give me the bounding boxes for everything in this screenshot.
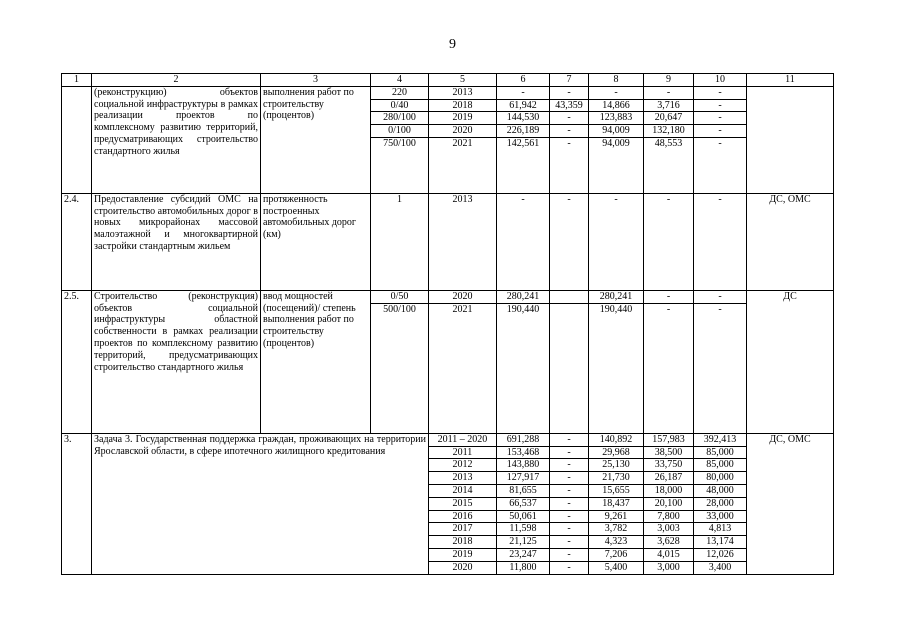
row-name: Предоставление субсидий ОМС на строительство автомобильных дорог в новых микрорайонах массовой малоэтажной и многоквартирной застройки стандартным жильем [92,193,261,290]
cell-value: 0/50 [371,291,428,304]
value-cell: - [550,446,589,459]
value-cell: - [550,193,589,290]
value-cell: 2020 [429,561,497,574]
cell-value: - [718,137,722,149]
value-column [644,86,694,193]
cell-value: - [644,291,693,304]
cell-value [550,304,588,316]
value-cell: 85,000 [694,459,747,472]
page-number: 9 [449,37,456,52]
value-cell: 7,206 [589,548,644,561]
header-cell: 11 [747,74,834,87]
header-cell: 7 [550,74,589,87]
value-cell: 26,187 [644,472,694,485]
row-number: 2.5. [62,290,92,433]
row-name: (реконструкцию) объектов социальной инфраструктуры в рамках реализации проектов по комплексному развитию территорий, предусматривающих строительство стандартного жилья [92,86,261,193]
cell-value: 0/100 [371,125,428,138]
cell-value: 226,189 [497,125,549,138]
cell-value: 144,530 [497,112,549,125]
value-cell: 12,026 [694,548,747,561]
cell-value: - [567,137,571,149]
cell-value: 48,553 [654,137,683,149]
value-column [644,290,694,433]
header-cell: 9 [644,74,694,87]
value-cell: - [550,484,589,497]
cell-value: - [694,87,746,100]
row-executor: ДС, ОМС [747,193,834,290]
cell-value: 132,180 [644,125,693,138]
value-cell: 691,288 [497,433,550,446]
header-cell: 8 [589,74,644,87]
value-cell: - [694,193,747,290]
row-number: 2.4. [62,193,92,290]
table-row [62,86,834,193]
value-cell: - [550,472,589,485]
cell-value: 2021 [452,303,473,315]
value-cell: - [550,523,589,536]
value-cell: 85,000 [694,446,747,459]
cell-value: 280,241 [497,291,549,304]
value-cell: 3,628 [644,536,694,549]
cell-value: 280,241 [589,291,643,304]
value-cell: 2015 [429,497,497,510]
row-executor [747,86,834,193]
cell-value: 20,647 [644,112,693,125]
value-cell: 18,000 [644,484,694,497]
row-executor: ДС, ОМС [747,433,834,574]
row-indicator: выполнения работ по строительству (процентов) [261,86,371,193]
cell-value: 14,866 [589,100,643,113]
value-column [694,86,747,193]
value-cell: 48,000 [694,484,747,497]
row-executor: ДС [747,290,834,433]
value-cell: 140,892 [589,433,644,446]
value-cell: 20,100 [644,497,694,510]
cell-value: - [644,87,693,100]
value-cell: - [644,193,694,290]
cell-value: 190,440 [506,303,540,315]
cell-value: - [718,303,722,315]
cell-value: - [550,87,588,100]
header-row [62,74,834,87]
value-cell: 392,413 [694,433,747,446]
value-cell: 3,000 [644,561,694,574]
value-cell: 3,782 [589,523,644,536]
value-column [371,290,429,433]
value-column [550,290,589,433]
cell-value: 220 [371,87,428,100]
value-cell: 157,983 [644,433,694,446]
row-number [62,86,92,193]
cell-value: 280/100 [371,112,428,125]
value-cell: 2013 [429,472,497,485]
cell-value: 190,440 [599,303,633,315]
value-column [497,86,550,193]
table-row [62,433,834,446]
cell-value: 2013 [429,87,496,100]
value-column [497,290,550,433]
value-column [429,86,497,193]
cell-value: - [694,125,746,138]
cell-value: - [666,303,671,315]
value-cell: - [550,548,589,561]
cell-value: 500/100 [383,303,416,315]
value-cell: - [550,433,589,446]
value-cell: 9,261 [589,510,644,523]
value-cell: 2011 [429,446,497,459]
cell-value: 2020 [429,291,496,304]
value-cell: - [550,459,589,472]
row-indicator: ввод мощностей (посещений)/ степень выполнения работ по строительству (процентов) [261,290,371,433]
value-cell: 2016 [429,510,497,523]
value-cell: 81,655 [497,484,550,497]
cell-value: - [589,87,643,100]
value-cell: - [550,510,589,523]
value-cell: 4,015 [644,548,694,561]
cell-value: 0/40 [371,100,428,113]
header-cell: 2 [92,74,261,87]
cell-value: 123,883 [589,112,643,125]
value-cell: 33,000 [694,510,747,523]
cell-value: - [497,87,549,100]
cell-value: 94,009 [589,125,643,138]
value-cell: 2012 [429,459,497,472]
value-cell: 38,500 [644,446,694,459]
header-cell: 4 [371,74,429,87]
value-cell: - [589,193,644,290]
value-column [429,290,497,433]
value-cell: 2019 [429,548,497,561]
cell-value: 750/100 [383,137,416,149]
cell-value: 43,359 [550,100,588,113]
cell-value: - [694,100,746,113]
value-cell: 33,750 [644,459,694,472]
cell-value: 2021 [452,137,473,149]
cell-value: 2018 [429,100,496,113]
value-cell: 25,130 [589,459,644,472]
cell-value: 142,561 [506,137,540,149]
value-cell: 2013 [429,193,497,290]
value-cell: - [550,561,589,574]
value-cell: 21,125 [497,536,550,549]
cell-value: 2019 [429,112,496,125]
value-cell: 13,174 [694,536,747,549]
value-cell: 11,598 [497,523,550,536]
header-cell: 1 [62,74,92,87]
value-cell: 3,003 [644,523,694,536]
cell-value: 61,942 [497,100,549,113]
cell-value: 94,009 [602,137,630,149]
value-column [694,290,747,433]
value-cell: 80,000 [694,472,747,485]
value-cell: - [550,536,589,549]
header-cell: 5 [429,74,497,87]
value-cell: 4,813 [694,523,747,536]
value-cell: 153,468 [497,446,550,459]
header-cell: 6 [497,74,550,87]
cell-value: - [694,112,746,125]
value-cell: 18,437 [589,497,644,510]
value-cell: 23,247 [497,548,550,561]
value-cell: 7,800 [644,510,694,523]
value-cell: 29,968 [589,446,644,459]
table-row [62,193,834,290]
value-cell: 21,730 [589,472,644,485]
value-column [371,86,429,193]
value-cell: 3,400 [694,561,747,574]
task-title: Задача 3. Государственная поддержка граждан, проживающих на территории Ярославской области, в сфере ипотечного жилищного кредитования [92,433,429,574]
value-cell: 2014 [429,484,497,497]
value-column [550,86,589,193]
value-cell: 15,655 [589,484,644,497]
value-cell: - [550,497,589,510]
table-row [62,290,834,433]
document-table [61,73,834,575]
value-cell: 2018 [429,536,497,549]
row-number: 3. [62,433,92,574]
cell-value: - [694,291,746,304]
cell-value [550,291,588,304]
value-cell: 5,400 [589,561,644,574]
value-cell: 143,880 [497,459,550,472]
value-cell: 11,800 [497,561,550,574]
value-column [589,86,644,193]
value-cell: 4,323 [589,536,644,549]
cell-value: 2020 [429,125,496,138]
cell-value: - [550,112,588,125]
row-name: Строительство (реконструкция) объектов социальной инфраструктуры областной собственности в рамках реализации проектов по комплексному развитию территорий, предусматривающих строительство стандартного жилья [92,290,261,433]
cell-value: 3,716 [644,100,693,113]
header-cell: 3 [261,74,371,87]
value-cell: 50,061 [497,510,550,523]
value-cell: - [497,193,550,290]
value-cell: 28,000 [694,497,747,510]
cell-value: - [550,125,588,138]
value-cell: 2011 – 2020 [429,433,497,446]
value-column [589,290,644,433]
value-cell: 66,537 [497,497,550,510]
row-indicator: протяженность построенных автомобильных дорог (км) [261,193,371,290]
header-cell: 10 [694,74,747,87]
value-cell: 2017 [429,523,497,536]
value-cell: 1 [371,193,429,290]
value-cell: 127,917 [497,472,550,485]
